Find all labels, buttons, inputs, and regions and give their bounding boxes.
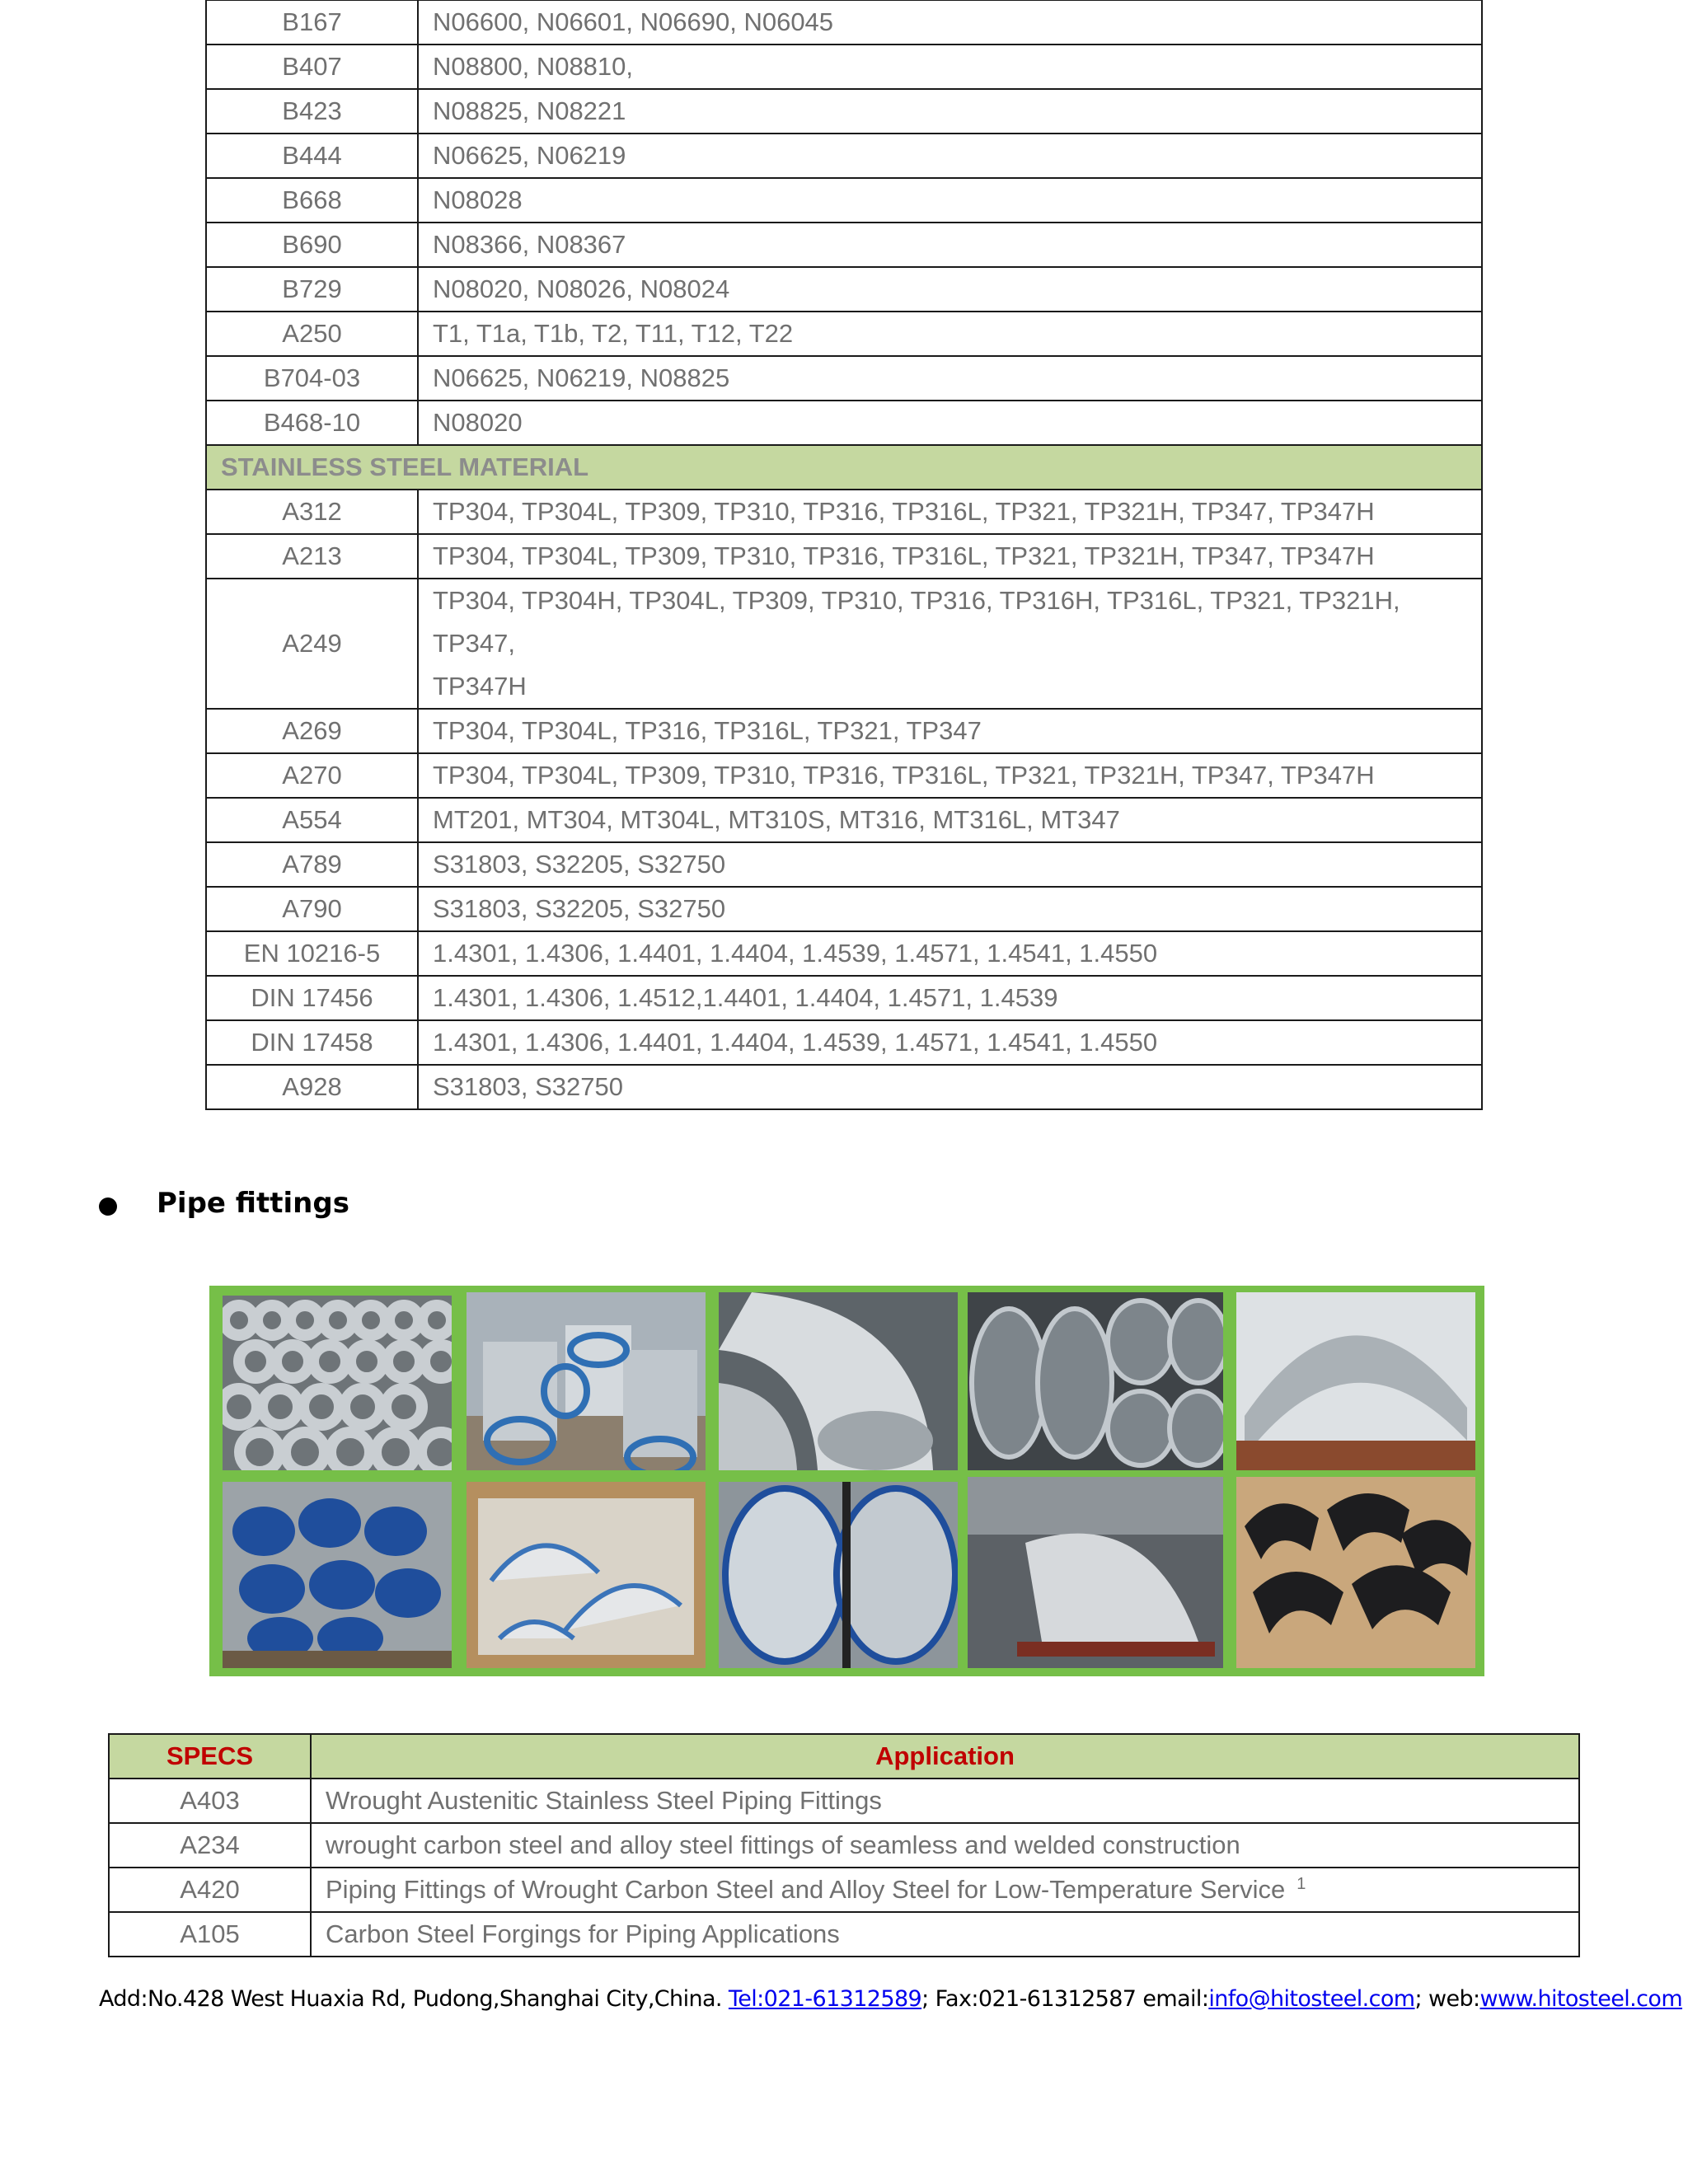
grade-cell: N08800, N08810, bbox=[418, 45, 1482, 89]
grade-line: TP347H bbox=[433, 672, 527, 701]
table-row bbox=[206, 356, 1482, 401]
grade-cell: N08028 bbox=[418, 178, 1482, 223]
materials-table bbox=[205, 0, 1483, 1110]
application-cell bbox=[311, 1868, 1579, 1912]
grade-cell: TP304, TP304L, TP309, TP310, TP316, TP316L, TP321, TP321H, TP347, TP347H bbox=[418, 490, 1482, 534]
crated-elbows-photo bbox=[467, 1482, 706, 1668]
grade-cell: N08366, N08367 bbox=[418, 223, 1482, 267]
email-link[interactable]: info@hitosteel.com bbox=[1208, 1986, 1415, 2012]
grade-cell: S31803, S32205, S32750 bbox=[418, 887, 1482, 931]
spec-cell: B423 bbox=[206, 89, 418, 134]
table-row bbox=[206, 976, 1482, 1020]
spec-cell: A250 bbox=[206, 312, 418, 356]
grade-cell: TP304, TP304L, TP309, TP310, TP316, TP316L, TP321, TP321H, TP347, TP347H bbox=[418, 534, 1482, 579]
spec-cell: A403 bbox=[109, 1779, 311, 1823]
application-header: Application bbox=[311, 1734, 1579, 1779]
application-cell: Wrought Austenitic Stainless Steel Piping Fittings bbox=[311, 1779, 1579, 1823]
grade-cell: 1.4301, 1.4306, 1.4512,1.4401, 1.4404, 1.4571, 1.4539 bbox=[418, 976, 1482, 1020]
spec-cell: B704-03 bbox=[206, 356, 418, 401]
table-row bbox=[206, 579, 1482, 709]
spec-cell: A928 bbox=[206, 1065, 418, 1109]
spec-cell: A213 bbox=[206, 534, 418, 579]
spec-cell: B407 bbox=[206, 45, 418, 89]
table-row bbox=[109, 1868, 1579, 1912]
grade-line: TP304, TP304H, TP304L, TP309, TP310, TP316, TP316H, TP316L, TP321, TP321H, TP347, bbox=[433, 586, 1400, 658]
spec-cell: A249 bbox=[206, 579, 418, 709]
table-row bbox=[206, 45, 1482, 89]
section-header-row bbox=[206, 445, 1482, 490]
section-heading: Pipe fittings bbox=[157, 1187, 349, 1220]
table-row bbox=[109, 1912, 1579, 1957]
table-row bbox=[206, 312, 1482, 356]
table-row bbox=[206, 89, 1482, 134]
table-row bbox=[109, 1823, 1579, 1868]
spec-cell: A105 bbox=[109, 1912, 311, 1957]
fittings-specs-table bbox=[108, 1733, 1580, 1957]
warehouse-fitting-photo bbox=[968, 1477, 1223, 1668]
spec-cell: B729 bbox=[206, 267, 418, 312]
spec-cell: B444 bbox=[206, 134, 418, 178]
table-row bbox=[206, 753, 1482, 798]
application-text: Piping Fittings of Wrought Carbon Steel and Alloy Steel for Low-Temperature Service bbox=[326, 1875, 1286, 1904]
grade-cell: MT201, MT304, MT304L, MT310S, MT316, MT316L, MT347 bbox=[418, 798, 1482, 842]
table-header-row bbox=[109, 1734, 1579, 1779]
wrapped-pipes-photo bbox=[719, 1482, 958, 1668]
elbows-stack-photo bbox=[223, 1296, 452, 1470]
grade-cell: N06625, N06219, N08825 bbox=[418, 356, 1482, 401]
spec-cell: A420 bbox=[109, 1868, 311, 1912]
table-row bbox=[206, 534, 1482, 579]
web-label: ; web: bbox=[1414, 1986, 1480, 2012]
table-row bbox=[206, 0, 1482, 45]
tees-photo bbox=[467, 1292, 706, 1470]
grade-cell: TP304, TP304L, TP309, TP310, TP316, TP316L, TP321, TP321H, TP347, TP347H bbox=[418, 753, 1482, 798]
spec-cell: A790 bbox=[206, 887, 418, 931]
website-link[interactable]: www.hitosteel.com bbox=[1479, 1986, 1683, 2012]
table-row bbox=[206, 887, 1482, 931]
specs-header: SPECS bbox=[109, 1734, 311, 1779]
grade-cell: 1.4301, 1.4306, 1.4401, 1.4404, 1.4539, 1.4571, 1.4541, 1.4550 bbox=[418, 931, 1482, 976]
table-row bbox=[206, 798, 1482, 842]
spec-cell: A789 bbox=[206, 842, 418, 887]
grade-cell: S31803, S32750 bbox=[418, 1065, 1482, 1109]
spec-cell: DIN 17456 bbox=[206, 976, 418, 1020]
table-row bbox=[206, 490, 1482, 534]
grade-cell: 1.4301, 1.4306, 1.4401, 1.4404, 1.4539, 1.4571, 1.4541, 1.4550 bbox=[418, 1020, 1482, 1065]
spec-cell: B167 bbox=[206, 0, 418, 45]
grade-cell: S31803, S32205, S32750 bbox=[418, 842, 1482, 887]
large-elbow-photo bbox=[719, 1292, 958, 1470]
spec-cell: A234 bbox=[109, 1823, 311, 1868]
blue-capped-elbows-photo bbox=[223, 1482, 452, 1668]
table-row bbox=[109, 1779, 1579, 1823]
section-title: STAINLESS STEEL MATERIAL bbox=[206, 445, 1482, 490]
grade-cell bbox=[418, 579, 1482, 709]
tel-link[interactable]: Tel:021-61312589 bbox=[728, 1986, 922, 2012]
grade-cell: TP304, TP304L, TP316, TP316L, TP321, TP347 bbox=[418, 709, 1482, 753]
pipe-ends-photo bbox=[968, 1292, 1223, 1470]
spec-cell: A269 bbox=[206, 709, 418, 753]
table-row bbox=[206, 1020, 1482, 1065]
grade-cell: N08020, N08026, N08024 bbox=[418, 267, 1482, 312]
table-row bbox=[206, 842, 1482, 887]
spec-cell: A312 bbox=[206, 490, 418, 534]
table-row bbox=[206, 223, 1482, 267]
footnote-marker: 1 bbox=[1296, 1874, 1306, 1893]
grade-cell: N06625, N06219 bbox=[418, 134, 1482, 178]
table-row bbox=[206, 267, 1482, 312]
black-elbows-photo bbox=[1236, 1477, 1475, 1668]
application-cell: Carbon Steel Forgings for Piping Applications bbox=[311, 1912, 1579, 1957]
footer-address: Add:No.428 West Huaxia Rd, Pudong,Shanghai City,China. bbox=[99, 1986, 722, 2012]
spec-cell: B468-10 bbox=[206, 401, 418, 445]
spec-cell: B690 bbox=[206, 223, 418, 267]
bend-photo bbox=[1236, 1292, 1475, 1470]
grade-cell: T1, T1a, T1b, T2, T11, T12, T22 bbox=[418, 312, 1482, 356]
table-row bbox=[206, 709, 1482, 753]
grade-cell: N08020 bbox=[418, 401, 1482, 445]
footer-contact bbox=[99, 1986, 1682, 2012]
spec-cell: A554 bbox=[206, 798, 418, 842]
table-row bbox=[206, 134, 1482, 178]
spec-cell: EN 10216-5 bbox=[206, 931, 418, 976]
grade-cell: N06600, N06601, N06690, N06045 bbox=[418, 0, 1482, 45]
table-row bbox=[206, 931, 1482, 976]
application-cell: wrought carbon steel and alloy steel fittings of seamless and welded construction bbox=[311, 1823, 1579, 1868]
grade-cell: N08825, N08221 bbox=[418, 89, 1482, 134]
spec-cell: DIN 17458 bbox=[206, 1020, 418, 1065]
pipe-fittings-photo-grid bbox=[209, 1286, 1484, 1676]
fax-text: ; Fax:021-61312587 email: bbox=[921, 1986, 1209, 2012]
spec-cell: B668 bbox=[206, 178, 418, 223]
bullet-icon bbox=[99, 1197, 117, 1216]
spec-cell: A270 bbox=[206, 753, 418, 798]
table-row bbox=[206, 401, 1482, 445]
table-row bbox=[206, 178, 1482, 223]
table-row bbox=[206, 1065, 1482, 1109]
